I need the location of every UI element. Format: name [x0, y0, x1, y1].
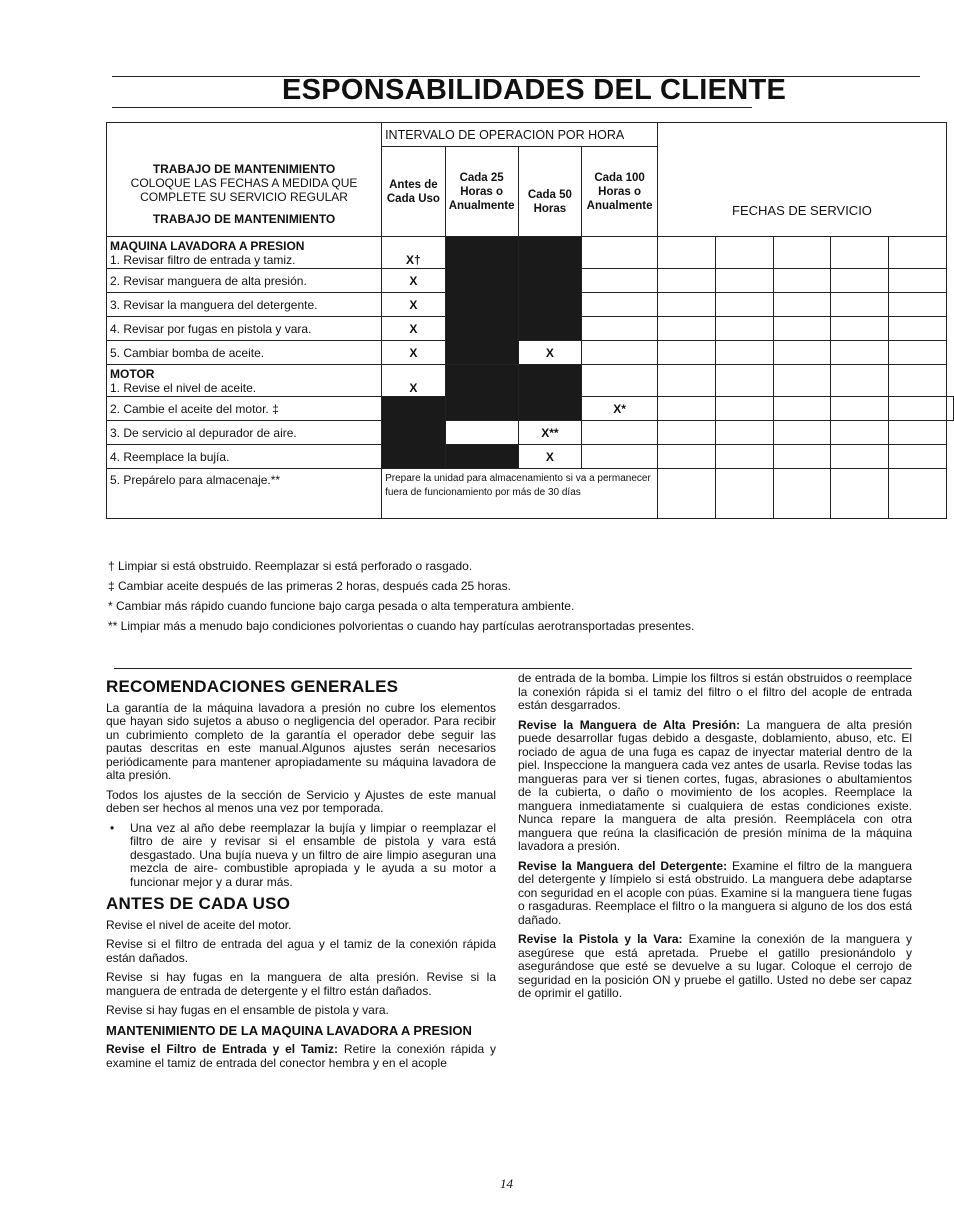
lead-text: Revise el Filtro de Entrada y el Tamiz: — [106, 1042, 339, 1056]
shaded-cell — [445, 365, 518, 421]
paragraph: La garantía de la máquina lavadora a presión no cubre los elementos que hayan sido sujetos a abuso o negligencia del operador. Para recibir un cubrimiento completo de la garantía el operador debe seguir las pautas descritas en este manual.Algunos ajustes serán necesarios periódicamente para mantener apropiadamente su máquina lavadora de alta presión. — [106, 700, 496, 782]
task-label: 3. De servicio al depurador de aire. — [107, 421, 382, 445]
col-antes-header: Antes de Cada Uso — [382, 147, 446, 237]
heading-antes: ANTES DE CADA USO — [106, 894, 291, 913]
table-row — [107, 365, 954, 397]
paragraph — [518, 719, 912, 854]
paragraph: Revise el nivel de aceite del motor. — [106, 917, 292, 932]
storage-note: Prepare la unidad para almacenamiento si va a permanecer fuera de funcionamiento por más de 30 días — [382, 469, 658, 519]
paragraph: Revise si hay fugas en la manguera de alta presión. Revise si la manguera de entrada de detergente y el filtro están dañados. — [106, 970, 496, 998]
mark-antes: X — [382, 365, 446, 397]
paragraph — [518, 860, 912, 928]
shaded-cell — [445, 445, 518, 469]
task-label: 5. Cambiar bomba de aceite. — [107, 341, 382, 365]
table-row — [107, 237, 954, 269]
paragraph — [518, 933, 912, 1001]
paragraph: Todos los ajustes de la sección de Servicio y Ajustes de este manual deben ser hechos al menos una vez por temporada. — [106, 787, 496, 815]
mark-c50: X** — [518, 421, 582, 445]
maintenance-schedule-table — [106, 122, 954, 519]
col-100-header: Cada 100 Horas o Anualmente — [582, 147, 658, 237]
title-underline — [112, 107, 752, 108]
footnote: * Cambiar más rápido cuando funcione bajo carga pesada o alta temperatura ambiente. — [108, 599, 575, 613]
mark-antes: X† — [382, 237, 446, 269]
lead-text: Revise la Manguera de Alta Presión: — [518, 717, 741, 732]
footnote: ** Limpiar más a menudo bajo condiciones polvorientas o cuando hay partículas aerotransportadas presentes. — [108, 619, 695, 633]
body-text: Retire la conexión rápida y examine el tamiz de entrada del conector hembra y en el acople — [106, 1042, 497, 1070]
task-header-line1: TRABAJO DE MANTENIMIENTO — [152, 162, 336, 176]
task-header-line4: TRABAJO DE MANTENIMIENTO — [152, 212, 336, 226]
task-header-cell — [107, 123, 382, 237]
footnote: ‡ Cambiar aceite después de las primeras 2 horas, después cada 25 horas. — [108, 579, 511, 593]
paragraph: Revise si el filtro de entrada del agua y el tamiz de la conexión rápida están dañados. — [106, 937, 496, 965]
service-dates-header: FECHAS DE SERVICIO — [657, 123, 946, 237]
lead-text: Revise la Manguera del Detergente: — [518, 858, 728, 873]
lead-text: Revise la Pistola y la Vara: — [518, 932, 683, 946]
task-label: 5. Prepárelo para almacenaje.** — [107, 469, 382, 519]
shaded-cell — [518, 237, 582, 341]
task-label: 4. Revisar por fugas en pistola y vara. — [107, 317, 382, 341]
task-label: 2. Cambie el aceite del motor. ‡ — [107, 397, 382, 421]
interval-header: INTERVALO DE OPERACION POR HORA — [382, 123, 658, 147]
body-text: La manguera de alta presión puede desarrollar fugas debido a desgaste, doblamiento, abuso, etc. El rociado de agua de una fuga es capaz de inyectar material dentro de la piel. Inspeccione la manguera cada vez antes de usarla. Revise todas las mangueras para ver si tienen cortes, fugas, abrasiones o abultamientos de la cubierta, o daño o movimiento de los acoples. Reemplace la manguera inmediatamente si cualquiera de estas condiciones existe. Nunca repare la manguera de alta presión. Reemplácela con otra manguera que reúna la clasificación de presión mínima de la máquina lavadora a presión. — [518, 717, 912, 853]
bullet-item — [106, 822, 496, 890]
heading-mantenimiento: MANTENIMIENTO DE LA MAQUINA LAVADORA A PRESION — [106, 1022, 472, 1038]
task-label: 4. Reemplace la bujía. — [107, 445, 382, 469]
task-header-line3: COMPLETE SU SERVICIO REGULAR — [140, 190, 348, 204]
mark-c50: X — [518, 445, 582, 469]
footnotes — [108, 556, 694, 636]
paragraph: de entrada de la bomba. Limpie los filtros si están obstruidos o reemplace la conexión rápida si el tamiz del filtro o el filtro del acople de entrada están desgarrados. — [518, 671, 912, 712]
table-row — [107, 469, 954, 519]
left-column — [106, 677, 497, 1076]
task-label: 1. Revisar filtro de entrada y tamiz. — [110, 253, 296, 267]
section-pump-label: MAQUINA LAVADORA A PRESION — [110, 239, 305, 253]
shaded-cell — [518, 365, 582, 421]
page-number: 14 — [500, 1176, 513, 1191]
mark-antes: X — [382, 269, 446, 293]
body-text: Examine la conexión de la manguera y asegúrese que está apretada. Pruebe el gatillo presionándolo y asegurándose que esté se devuelve a su lugar. Coloque el cerrojo de seguridad en la posición ON y pruebe el gatillo. Usted no debe ser capaz de oprimir el gatillo. — [518, 932, 912, 1000]
table-row — [107, 445, 954, 469]
section-motor-label: MOTOR — [110, 367, 155, 381]
mark-c50: X — [518, 341, 582, 365]
task-label: 2. Revisar manguera de alta presión. — [107, 269, 382, 293]
table-row — [107, 341, 954, 365]
mark-antes: X — [382, 317, 446, 341]
right-column — [518, 672, 912, 1007]
mark-c25: X* — [582, 397, 658, 421]
mark-antes: X — [382, 341, 446, 365]
bullet-text: Una vez al año debe reemplazar la bujía y limpiar o reemplazar el filtro de aire y revisar si el ensamble de pistola y vara está desgastado. Una bujía nueva y un filtro de aire limpio aseguran una mezcla de aire- combustible apropiada y le ayuda a su motor a funcionar mejor y a durar más. — [130, 820, 496, 889]
page-title: ESPONSABILIDADES DEL CLIENTE — [282, 74, 787, 106]
task-label: 3. Revisar la manguera del detergente. — [107, 293, 382, 317]
shaded-cell — [445, 237, 518, 365]
paragraph — [106, 1043, 496, 1070]
heading-recomendaciones: RECOMENDACIONES GENERALES — [106, 677, 399, 696]
section-divider — [114, 668, 912, 669]
footnote: † Limpiar si está obstruido. Reemplazar si está perforado o rasgado. — [108, 559, 473, 573]
table-row — [107, 421, 954, 445]
task-header-line2: COLOQUE LAS FECHAS A MEDIDA QUE — [130, 176, 358, 190]
paragraph: Revise si hay fugas en el ensamble de pistola y vara. — [106, 1003, 389, 1017]
col-50-header: Cada 50 Horas — [518, 147, 582, 237]
body-text: Examine el filtro de la manguera del detergente y límpielo si está obstruido. La manguera debe adaptarse con seguridad en el acople con púas. Examine si la manguera tiene fugas o rasgaduras. Reemplace el filtro o la manguera si alguno de los dos está dañado. — [518, 858, 912, 927]
col-25-header: Cada 25 Horas o Anualmente — [445, 147, 518, 237]
mark-antes: X — [382, 293, 446, 317]
task-label: 1. Revise el nivel de aceite. — [110, 381, 257, 395]
shaded-cell — [382, 397, 446, 469]
bullet-icon: • — [110, 820, 115, 835]
